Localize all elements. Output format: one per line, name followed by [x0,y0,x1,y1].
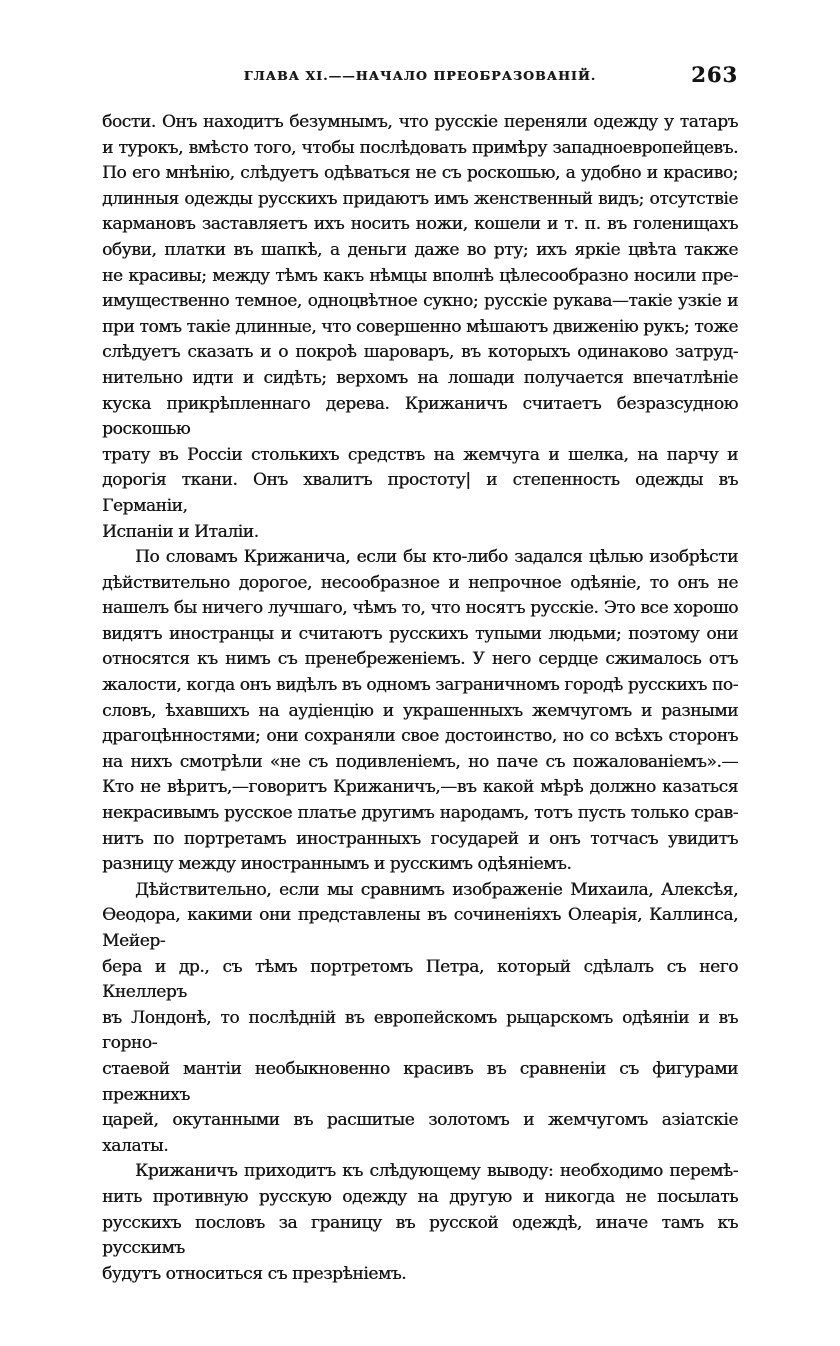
paragraph [102,545,738,878]
text-line: По словамъ Крижанича, если бы кто-либо задался цѣлью изобрѣсти [135,547,738,568]
text-block [102,110,738,1287]
text-line: нитъ по портретамъ иностранныхъ государей и онъ тотчасъ увидитъ [102,828,738,849]
paragraph [102,1159,738,1287]
text-line: Дѣйствительно, если мы сравнимъ изображеніе Михаила, Алексѣя, [135,879,738,900]
text-line: обуви, платки въ шапкѣ, а деньги даже во рту; ихъ яркіе цвѣта также [102,239,738,260]
text-line: русскихъ пословъ за границу въ русской одеждѣ, иначе тамъ къ русскимъ [102,1212,738,1259]
paragraph [102,878,738,1160]
text-line: Кто не вѣритъ,—говоритъ Крижаничъ,—въ какой мѣрѣ должно казаться [102,777,738,798]
text-line: слѣдуетъ сказать и о покроѣ шароваръ, въ которыхъ одинаково затруд- [102,342,738,363]
text-line: некрасивымъ русское платье другимъ народамъ, тотъ пусть только срав- [102,803,738,824]
text-line: стаевой мантіи необыкновенно красивъ въ сравненіи съ фигурами прежнихъ [102,1058,738,1105]
text-line: будутъ относиться съ презрѣніемъ. [102,1263,407,1284]
text-line: жалости, когда онъ видѣлъ въ одномъ заграничномъ городѣ русскихъ по- [102,675,738,696]
text-line: длинныя одежды русскихъ придаютъ имъ женственный видъ; отсутствіе [102,188,738,209]
page-number: 263 [691,62,738,87]
paragraph [102,110,738,545]
text-line: куска прикрѣпленнаго дерева. Крижаничъ считаетъ безразсудною роскошью [102,393,738,440]
text-line: относятся къ нимъ съ пренебреженіемъ. У него сердце сжималось отъ [102,649,738,670]
text-line: при томъ такіе длинные, что совершенно мѣшаютъ движенію рукъ; тоже [102,316,738,337]
text-line: бости. Онъ находитъ безумнымъ, что русскіе переняли одежду у татаръ [102,112,738,132]
text-line: драгоцѣнностями; они сохраняли свое достоинство, но со всѣхъ сторонъ [102,726,738,747]
text-line: бера и др., съ тѣмъ портретомъ Петра, который сдѣлалъ съ него Кнеллеръ [102,956,738,1003]
text-line: По его мнѣнію, слѣдуетъ одѣваться не съ роскошью, а удобно и красиво; [102,163,738,184]
text-line: Испаніи и Италіи. [102,521,259,542]
text-line: дорогія ткани. Онъ хвалитъ простоту| и степенность одежды въ Германіи, [102,470,738,516]
text-line: разницу между иностраннымъ и русскимъ одѣяніемъ. [102,854,572,875]
text-line: словъ, ѣхавшихъ на аудіенцію и украшенныхъ жемчугомъ и разными [102,700,738,721]
text-line: нительно идти и сидѣть; верхомъ на лошади получается впечатлѣніе [102,367,738,388]
text-line: кармановъ заставляетъ ихъ носить ножи, кошели и т. п. въ голенищахъ [102,214,738,235]
text-line: трату въ Россіи столькихъ средствъ на жемчуга и шелка, на парчу и [102,444,738,465]
chapter-title: ГЛАВА XI.——НАЧАЛО ПРЕОБРАЗОВАНІЙ. [243,68,597,83]
text-line: царей, окутанными въ расшитые золотомъ и жемчугомъ азіатскіе халаты. [102,1110,738,1156]
text-line: имущественно темное, одноцвѣтное сукно; русскіе рукава—такіе узкіе и [102,291,738,312]
text-line: Ѳеодора, какими они представлены въ сочиненіяхъ Олеарія, Каллинса, Мейер- [102,905,738,951]
text-line: дѣйствительно дорогое, несообразное и непрочное одѣяніе, то онъ не [102,572,738,593]
text-line: въ Лондонѣ, то послѣдній въ европейскомъ рыцарскомъ одѣяніи и въ горно- [102,1007,738,1054]
text-line: нашелъ бы ничего лучшаго, чѣмъ то, что носятъ русскіе. Это все хорошо [102,598,738,619]
text-line: нить противную русскую одежду на другую и никогда не посылать [102,1186,738,1207]
running-header [102,62,738,98]
text-line: Крижаничъ приходитъ къ слѣдующему выводу: необходимо перемѣ- [135,1161,738,1182]
text-line: видятъ иностранцы и считаютъ русскихъ тупыми людьми; поэтому они [102,623,738,644]
text-line: и турокъ, вмѣсто того, чтобы послѣдовать примѣру западноевропейцевъ. [102,137,738,158]
text-line: на нихъ смотрѣли «не съ подивленіемъ, но паче съ пожалованіемъ».— [102,751,738,772]
text-line: не красивы; между тѣмъ какъ нѣмцы вполнѣ цѣлесообразно носили пре- [102,265,738,286]
